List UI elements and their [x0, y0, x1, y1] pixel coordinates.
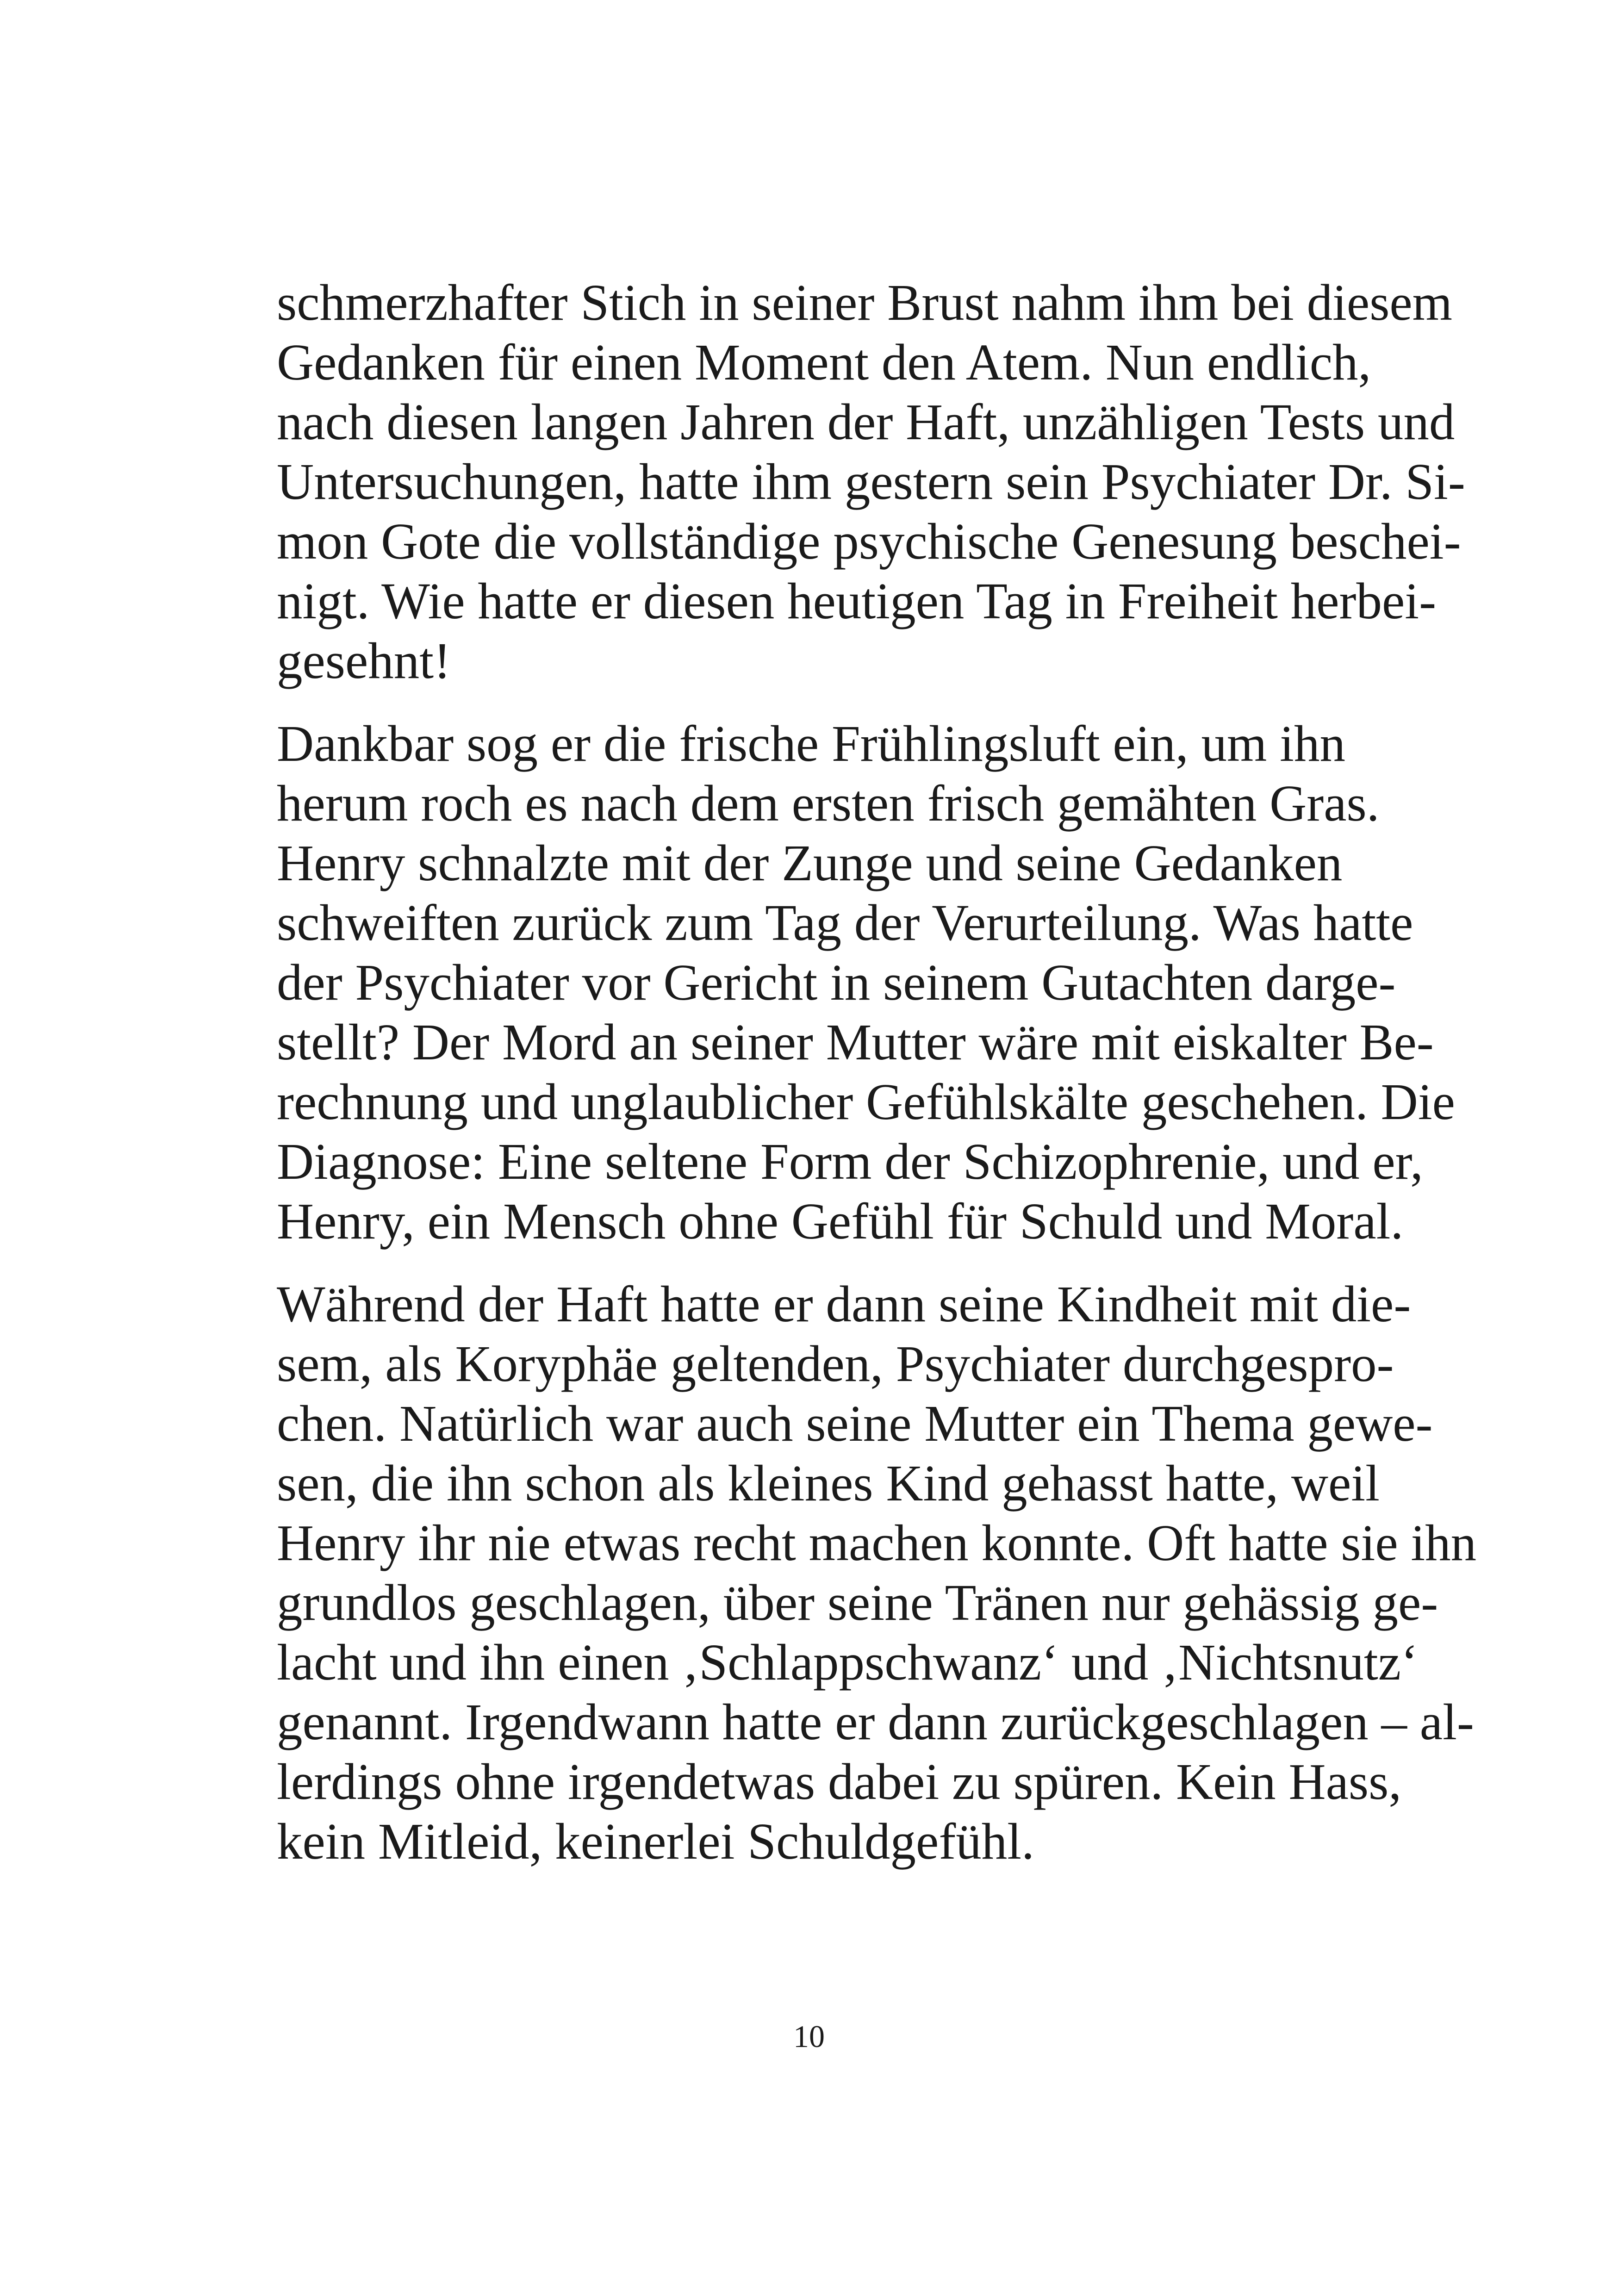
text-line: Gedanken für einen Moment den Atem. Nun endlich,: [277, 334, 1371, 391]
body-text: [277, 273, 1477, 1872]
paragraph-1: [277, 273, 1465, 691]
text-line: mon Gote die vollständige psychische Genesung beschei-: [277, 513, 1461, 570]
text-line: herum roch es nach dem ersten frisch gemähten Gras.: [277, 775, 1380, 832]
text-line: lerdings ohne irgendetwas dabei zu spüren. Kein Hass,: [277, 1754, 1402, 1811]
paragraph-3: [277, 1275, 1477, 1872]
text-line: chen. Natürlich war auch seine Mutter ein Thema gewe-: [277, 1395, 1433, 1452]
text-line: Henry ihr nie etwas recht machen konnte. Oft hatte sie ihn: [277, 1515, 1477, 1572]
text-line: gesehnt!: [277, 633, 451, 690]
paragraph-2: [277, 714, 1455, 1251]
text-line: Henry, ein Mensch ohne Gefühl für Schuld und Moral.: [277, 1193, 1404, 1250]
page-number: 10: [793, 2019, 825, 2054]
text-line: grundlos geschlagen, über seine Tränen nur gehässig ge-: [277, 1574, 1438, 1631]
text-line: nach diesen langen Jahren der Haft, unzähligen Tests und: [277, 394, 1455, 451]
text-line: Während der Haft hatte er dann seine Kindheit mit die-: [277, 1276, 1411, 1333]
text-line: rechnung und unglaublicher Gefühlskälte geschehen. Die: [277, 1074, 1455, 1131]
text-line: lacht und ihn einen ‚Schlappschwanz‘ und ‚Nichtsnutz‘: [277, 1634, 1418, 1691]
text-line: kein Mitleid, keinerlei Schuldgefühl.: [277, 1813, 1034, 1870]
text-line: schweiften zurück zum Tag der Verurteilung. Was hatte: [277, 895, 1413, 952]
text-line: stellt? Der Mord an seiner Mutter wäre mit eiskalter Be-: [277, 1014, 1434, 1071]
text-line: nigt. Wie hatte er diesen heutigen Tag in Freiheit herbei-: [277, 573, 1437, 630]
text-line: sen, die ihn schon als kleines Kind gehasst hatte, weil: [277, 1455, 1380, 1512]
text-line: Dankbar sog er die frische Frühlingsluft ein, um ihn: [277, 716, 1345, 772]
text-line: Henry schnalzte mit der Zunge und seine Gedanken: [277, 835, 1343, 892]
text-line: sem, als Koryphäe geltenden, Psychiater durchgespro-: [277, 1336, 1394, 1393]
text-line: schmerzhafter Stich in seiner Brust nahm ihm bei diesem: [277, 274, 1452, 331]
text-line: der Psychiater vor Gericht in seinem Gutachten darge-: [277, 954, 1396, 1011]
text-line: Diagnose: Eine seltene Form der Schizophrenie, und er,: [277, 1133, 1423, 1190]
text-line: genannt. Irgendwann hatte er dann zurückgeschlagen – al-: [277, 1694, 1474, 1751]
text-line: Untersuchungen, hatte ihm gestern sein Psychiater Dr. Si-: [277, 454, 1465, 510]
